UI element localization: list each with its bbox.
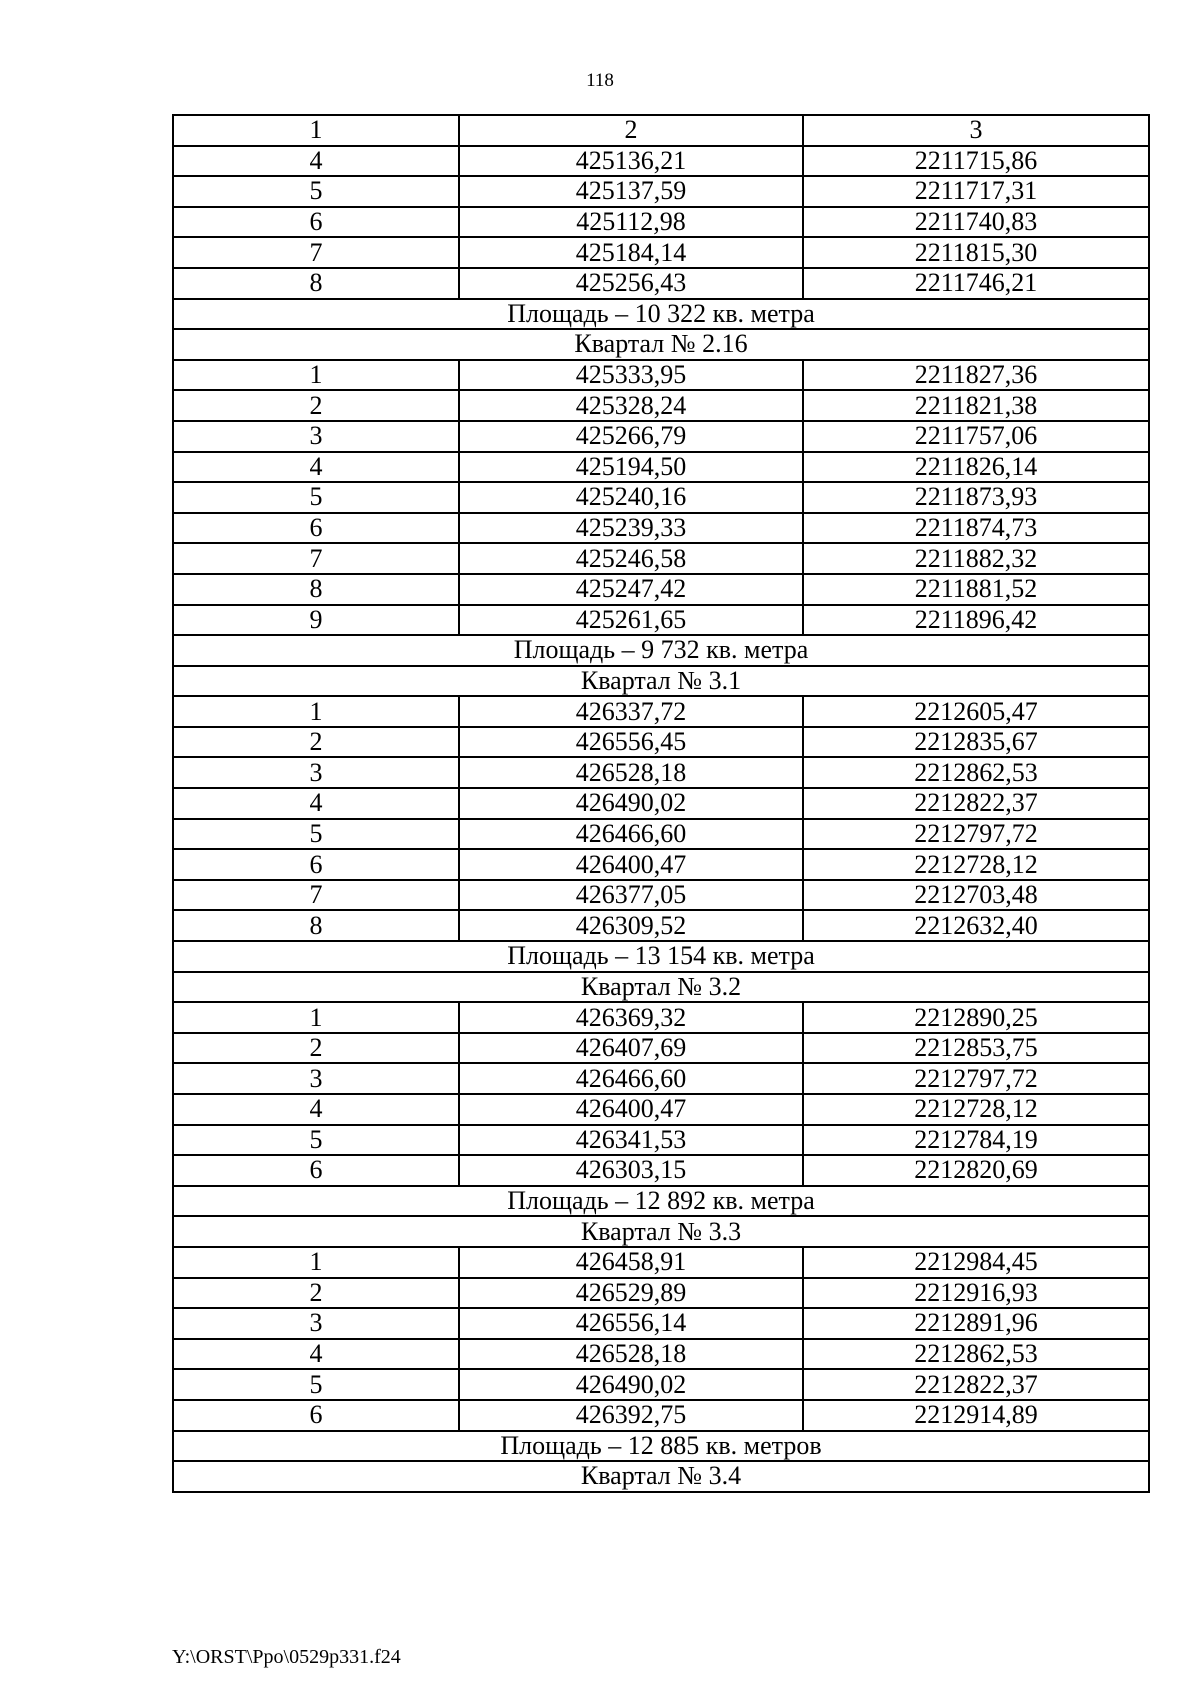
point-number-cell: 3	[173, 1308, 459, 1339]
column-number-header: 2	[459, 115, 803, 146]
table-row	[173, 1094, 1149, 1125]
x-coordinate-cell: 426466,60	[459, 819, 803, 850]
column-number-header: 1	[173, 115, 459, 146]
section-label: Квартал № 2.16	[173, 329, 1149, 360]
x-coordinate-cell: 425184,14	[459, 237, 803, 268]
y-coordinate-cell: 2211746,21	[803, 268, 1149, 299]
table-row	[173, 237, 1149, 268]
y-coordinate-cell: 2212916,93	[803, 1278, 1149, 1309]
table-row	[173, 1278, 1149, 1309]
section-label: Площадь – 10 322 кв. метра	[173, 299, 1149, 330]
x-coordinate-cell: 426309,52	[459, 910, 803, 941]
table-row	[173, 360, 1149, 391]
table-row	[173, 849, 1149, 880]
table-row	[173, 605, 1149, 636]
table-row	[173, 207, 1149, 238]
y-coordinate-cell: 2212890,25	[803, 1002, 1149, 1033]
y-coordinate-cell: 2212862,53	[803, 1339, 1149, 1370]
point-number-cell: 2	[173, 727, 459, 758]
point-number-cell: 7	[173, 237, 459, 268]
table-row	[173, 482, 1149, 513]
point-number-cell: 4	[173, 788, 459, 819]
y-coordinate-cell: 2212914,89	[803, 1400, 1149, 1431]
y-coordinate-cell: 2212703,48	[803, 880, 1149, 911]
x-coordinate-cell: 425136,21	[459, 146, 803, 177]
y-coordinate-cell: 2211874,73	[803, 513, 1149, 544]
y-coordinate-cell: 2211821,38	[803, 390, 1149, 421]
y-coordinate-cell: 2212632,40	[803, 910, 1149, 941]
point-number-cell: 3	[173, 421, 459, 452]
section-label: Площадь – 12 885 кв. метров	[173, 1431, 1149, 1462]
y-coordinate-cell: 2212728,12	[803, 1094, 1149, 1125]
section-label: Квартал № 3.4	[173, 1461, 1149, 1492]
table-row	[173, 1247, 1149, 1278]
y-coordinate-cell: 2211815,30	[803, 237, 1149, 268]
table-row	[173, 910, 1149, 941]
point-number-cell: 6	[173, 1400, 459, 1431]
y-coordinate-cell: 2211715,86	[803, 146, 1149, 177]
y-coordinate-cell: 2212797,72	[803, 819, 1149, 850]
y-coordinate-cell: 2211826,14	[803, 452, 1149, 483]
section-label: Квартал № 3.1	[173, 666, 1149, 697]
table-row	[173, 421, 1149, 452]
section-row	[173, 1216, 1149, 1247]
y-coordinate-cell: 2211896,42	[803, 605, 1149, 636]
x-coordinate-cell: 425112,98	[459, 207, 803, 238]
section-label: Площадь – 13 154 кв. метра	[173, 941, 1149, 972]
table-row	[173, 819, 1149, 850]
x-coordinate-cell: 426490,02	[459, 788, 803, 819]
table-row	[173, 513, 1149, 544]
point-number-cell: 2	[173, 1278, 459, 1309]
y-coordinate-cell: 2212784,19	[803, 1125, 1149, 1156]
x-coordinate-cell: 425333,95	[459, 360, 803, 391]
section-label: Площадь – 9 732 кв. метра	[173, 635, 1149, 666]
point-number-cell: 6	[173, 513, 459, 544]
x-coordinate-cell: 426369,32	[459, 1002, 803, 1033]
page-number: 118	[586, 70, 614, 91]
header-row	[173, 115, 1149, 146]
x-coordinate-cell: 426392,75	[459, 1400, 803, 1431]
table-row	[173, 1369, 1149, 1400]
x-coordinate-cell: 425247,42	[459, 574, 803, 605]
y-coordinate-cell: 2211882,32	[803, 543, 1149, 574]
section-row	[173, 1186, 1149, 1217]
point-number-cell: 8	[173, 910, 459, 941]
x-coordinate-cell: 426528,18	[459, 1339, 803, 1370]
x-coordinate-cell: 426556,45	[459, 727, 803, 758]
section-row	[173, 972, 1149, 1003]
point-number-cell: 8	[173, 574, 459, 605]
x-coordinate-cell: 426400,47	[459, 849, 803, 880]
y-coordinate-cell: 2211881,52	[803, 574, 1149, 605]
point-number-cell: 1	[173, 1002, 459, 1033]
y-coordinate-cell: 2211873,93	[803, 482, 1149, 513]
point-number-cell: 5	[173, 1369, 459, 1400]
section-row	[173, 299, 1149, 330]
point-number-cell: 1	[173, 696, 459, 727]
x-coordinate-cell: 426529,89	[459, 1278, 803, 1309]
y-coordinate-cell: 2211717,31	[803, 176, 1149, 207]
table-row	[173, 574, 1149, 605]
table-row	[173, 1339, 1149, 1370]
point-number-cell: 4	[173, 452, 459, 483]
point-number-cell: 1	[173, 1247, 459, 1278]
table-row	[173, 176, 1149, 207]
table-row	[173, 452, 1149, 483]
point-number-cell: 1	[173, 360, 459, 391]
table-row	[173, 390, 1149, 421]
point-number-cell: 7	[173, 880, 459, 911]
table-row	[173, 696, 1149, 727]
x-coordinate-cell: 425256,43	[459, 268, 803, 299]
table-row	[173, 268, 1149, 299]
y-coordinate-cell: 2212820,69	[803, 1155, 1149, 1186]
y-coordinate-cell: 2211757,06	[803, 421, 1149, 452]
x-coordinate-cell: 426341,53	[459, 1125, 803, 1156]
x-coordinate-cell: 426337,72	[459, 696, 803, 727]
y-coordinate-cell: 2212862,53	[803, 757, 1149, 788]
table-row	[173, 1155, 1149, 1186]
table-row	[173, 1125, 1149, 1156]
y-coordinate-cell: 2212822,37	[803, 788, 1149, 819]
x-coordinate-cell: 425240,16	[459, 482, 803, 513]
x-coordinate-cell: 426407,69	[459, 1033, 803, 1064]
x-coordinate-cell: 425137,59	[459, 176, 803, 207]
point-number-cell: 8	[173, 268, 459, 299]
point-number-cell: 2	[173, 1033, 459, 1064]
point-number-cell: 5	[173, 1125, 459, 1156]
x-coordinate-cell: 425261,65	[459, 605, 803, 636]
x-coordinate-cell: 426458,91	[459, 1247, 803, 1278]
column-number-header: 3	[803, 115, 1149, 146]
table-row	[173, 1063, 1149, 1094]
x-coordinate-cell: 426400,47	[459, 1094, 803, 1125]
table-row	[173, 1002, 1149, 1033]
table-row	[173, 146, 1149, 177]
y-coordinate-cell: 2212605,47	[803, 696, 1149, 727]
x-coordinate-cell: 426528,18	[459, 757, 803, 788]
section-row	[173, 1461, 1149, 1492]
point-number-cell: 5	[173, 819, 459, 850]
y-coordinate-cell: 2212835,67	[803, 727, 1149, 758]
point-number-cell: 2	[173, 390, 459, 421]
x-coordinate-cell: 425194,50	[459, 452, 803, 483]
section-label: Площадь – 12 892 кв. метра	[173, 1186, 1149, 1217]
point-number-cell: 6	[173, 849, 459, 880]
table-row	[173, 543, 1149, 574]
table-row	[173, 757, 1149, 788]
table-row	[173, 1400, 1149, 1431]
section-row	[173, 635, 1149, 666]
point-number-cell: 6	[173, 207, 459, 238]
point-number-cell: 3	[173, 1063, 459, 1094]
y-coordinate-cell: 2212822,37	[803, 1369, 1149, 1400]
coordinates-table	[172, 114, 1150, 1493]
x-coordinate-cell: 426556,14	[459, 1308, 803, 1339]
y-coordinate-cell: 2212853,75	[803, 1033, 1149, 1064]
y-coordinate-cell: 2211827,36	[803, 360, 1149, 391]
x-coordinate-cell: 425239,33	[459, 513, 803, 544]
table-row	[173, 788, 1149, 819]
y-coordinate-cell: 2212984,45	[803, 1247, 1149, 1278]
x-coordinate-cell: 425328,24	[459, 390, 803, 421]
table-row	[173, 880, 1149, 911]
section-row	[173, 1431, 1149, 1462]
point-number-cell: 3	[173, 757, 459, 788]
x-coordinate-cell: 425266,79	[459, 421, 803, 452]
y-coordinate-cell: 2212728,12	[803, 849, 1149, 880]
x-coordinate-cell: 426303,15	[459, 1155, 803, 1186]
section-row	[173, 329, 1149, 360]
coordinates-table-body	[173, 115, 1149, 1492]
section-row	[173, 666, 1149, 697]
x-coordinate-cell: 426490,02	[459, 1369, 803, 1400]
x-coordinate-cell: 426466,60	[459, 1063, 803, 1094]
y-coordinate-cell: 2212797,72	[803, 1063, 1149, 1094]
section-label: Квартал № 3.2	[173, 972, 1149, 1003]
table-row	[173, 1308, 1149, 1339]
y-coordinate-cell: 2212891,96	[803, 1308, 1149, 1339]
footer-file-path: Y:\ORST\Ppo\0529p331.f24	[172, 1646, 401, 1668]
point-number-cell: 7	[173, 543, 459, 574]
x-coordinate-cell: 425246,58	[459, 543, 803, 574]
table-row	[173, 1033, 1149, 1064]
point-number-cell: 5	[173, 176, 459, 207]
x-coordinate-cell: 426377,05	[459, 880, 803, 911]
point-number-cell: 4	[173, 146, 459, 177]
section-row	[173, 941, 1149, 972]
point-number-cell: 9	[173, 605, 459, 636]
point-number-cell: 6	[173, 1155, 459, 1186]
table-row	[173, 727, 1149, 758]
point-number-cell: 5	[173, 482, 459, 513]
y-coordinate-cell: 2211740,83	[803, 207, 1149, 238]
point-number-cell: 4	[173, 1094, 459, 1125]
point-number-cell: 4	[173, 1339, 459, 1370]
section-label: Квартал № 3.3	[173, 1216, 1149, 1247]
